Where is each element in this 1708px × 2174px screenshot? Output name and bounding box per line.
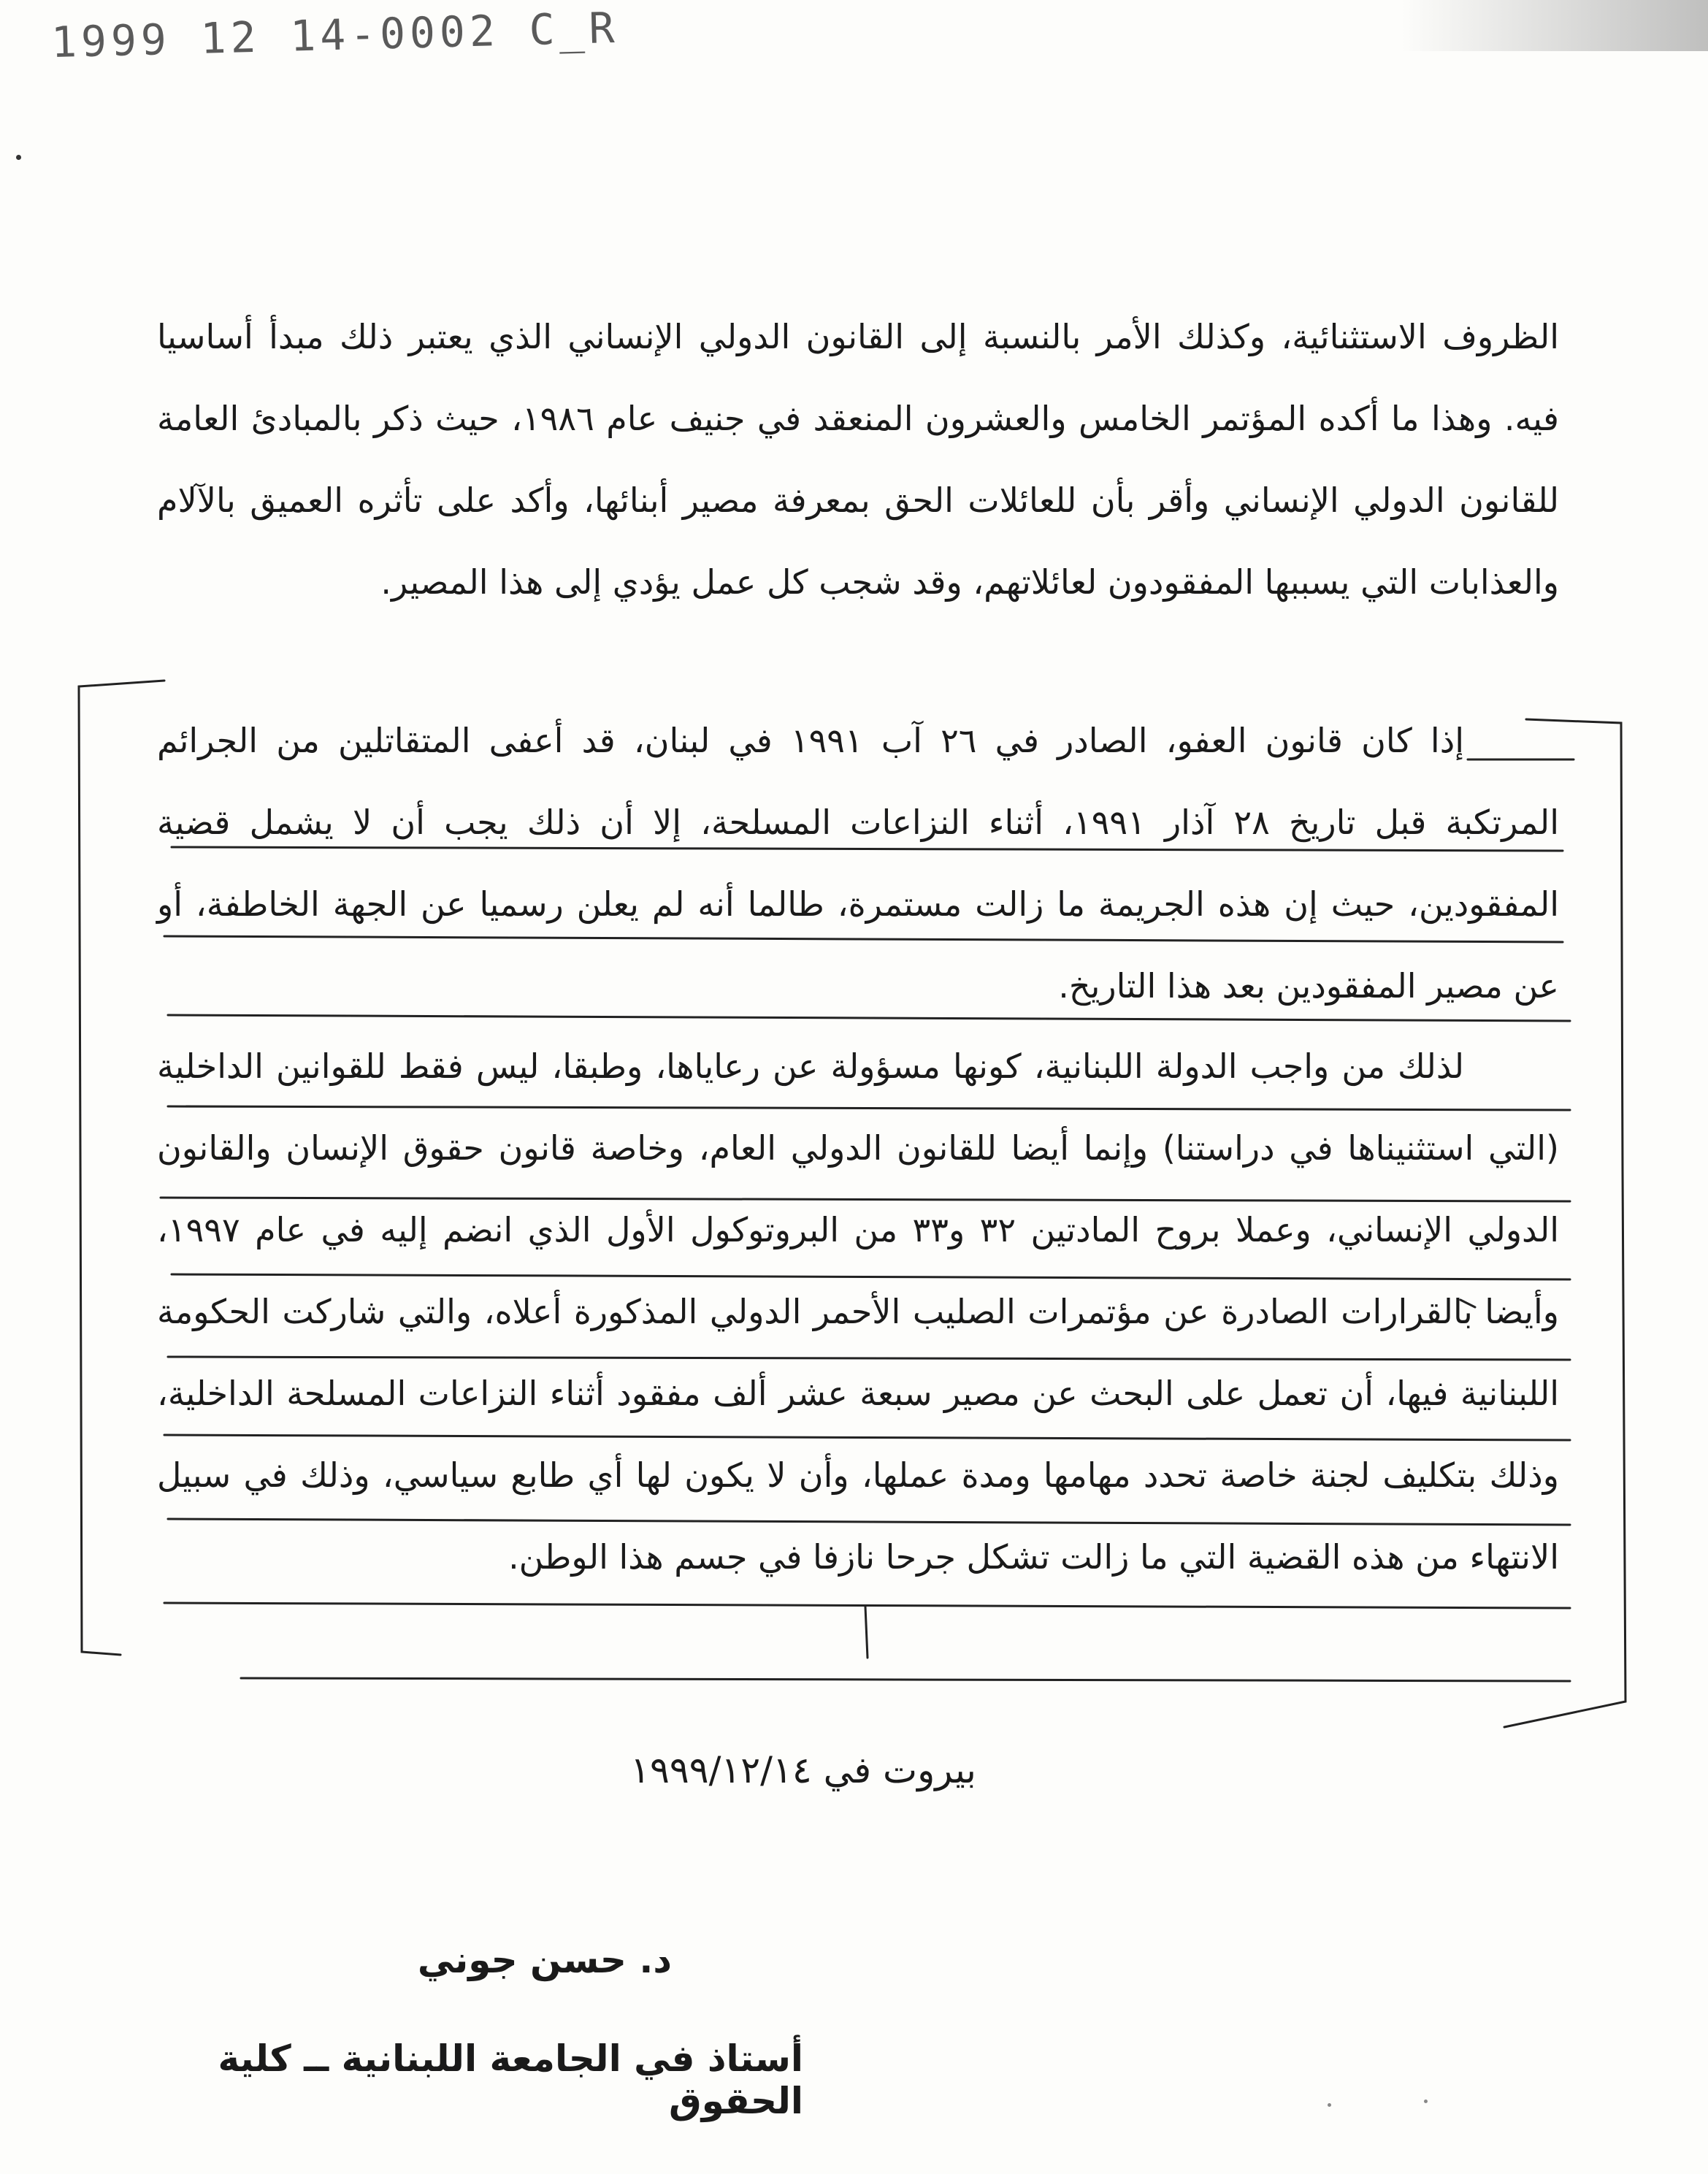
scan-speck — [1424, 2100, 1428, 2103]
place-and-date: بيروت في ١٩٩٩/١٢/١٤ — [630, 1749, 976, 1791]
left-bracket-mark — [79, 681, 164, 1655]
scan-speck — [16, 155, 21, 160]
scan-shadow — [1401, 0, 1708, 51]
paragraph-2 — [157, 700, 1559, 1027]
paragraph-3-text: لذلك من واجب الدولة اللبنانية، كونها مسؤولة عن رعاياها، وطبقا، ليس فقط للقوانين الداخلية (التي استثنيناها في دراستنا) وإنما أيضا للقانون الدولي العام، وخاصة قانون حقوق الإنسان والقانون الدولي الإنساني، وعملا بروح المادتين ٣٢ و٣٣ من البروتوكول الأول الذي انضم إليه في عام ١٩٩٧، وأيضا بالقرارات الصادرة عن مؤتمرات الصليب الأحمر الدولي المذكورة أعلاه، والتي شاركت الحكومة اللبنانية فيها، أن تعمل على البحث عن مصير سبعة عشر ألف مفقود أثناء النزاعات المسلحة الداخلية، وذلك بتكليف لجنة خاصة تحدد مهامها ومدة عملها، وأن لا يكون لها أي طابع سياسي، وذلك في سبيل الانتهاء من هذه القضية التي ما زالت تشكل جرحا نازفا في جسم هذا الوطن. — [157, 1046, 1559, 1577]
underline-mark — [241, 1678, 1570, 1681]
signature-title: أستاذ في الجامعة اللبنانية ــ كلية الحقوق — [218, 2037, 803, 2122]
paragraph-1: الظروف الاستثنائية، وكذلك الأمر بالنسبة إلى القانون الدولي الإنساني الذي يعتبر ذلك مبدأ أساسيا فيه. وهذا ما أكده المؤتمر الخامس والعشرون المنعقد في جنيف عام ١٩٨٦، حيث ذكر بالمبادئ العامة للقانون الدولي الإنساني وأقر بأن للعائلات الحق بمعرفة مصير أبنائها، وأكد على تأثره العميق بالآلام والعذابات التي يسببها المفقودون لعائلاتهم، وقد شجب كل عمل يؤدي إلى هذا المصير. — [157, 317, 1559, 602]
tick-mark — [865, 1607, 868, 1658]
paragraph-2-text: إذا كان قانون العفو، الصادر في ٢٦ آب ١٩٩١ في لبنان، قد أعفى المتقاتلين من الجرائم المرتكبة قبل تاريخ ٢٨ آذار ١٩٩١، أثناء النزاعات المسلحة، إلا أن ذلك يجب أن لا يشمل قضية المفقودين، حيث إن هذه الجريمة ما زالت مستمرة، طالما أنه لم يعلن رسميا عن الجهة الخاطفة، أو عن مصير المفقودين بعد هذا التاريخ. — [157, 721, 1559, 1006]
paragraph-3 — [157, 1025, 1559, 1598]
handwritten-reference-number: 1999 12 14-0002 C_R — [50, 2, 620, 68]
underline-mark — [164, 1603, 1570, 1608]
scan-speck — [1328, 2103, 1331, 2107]
signature-name: د. حسن جوني — [417, 1939, 672, 1981]
